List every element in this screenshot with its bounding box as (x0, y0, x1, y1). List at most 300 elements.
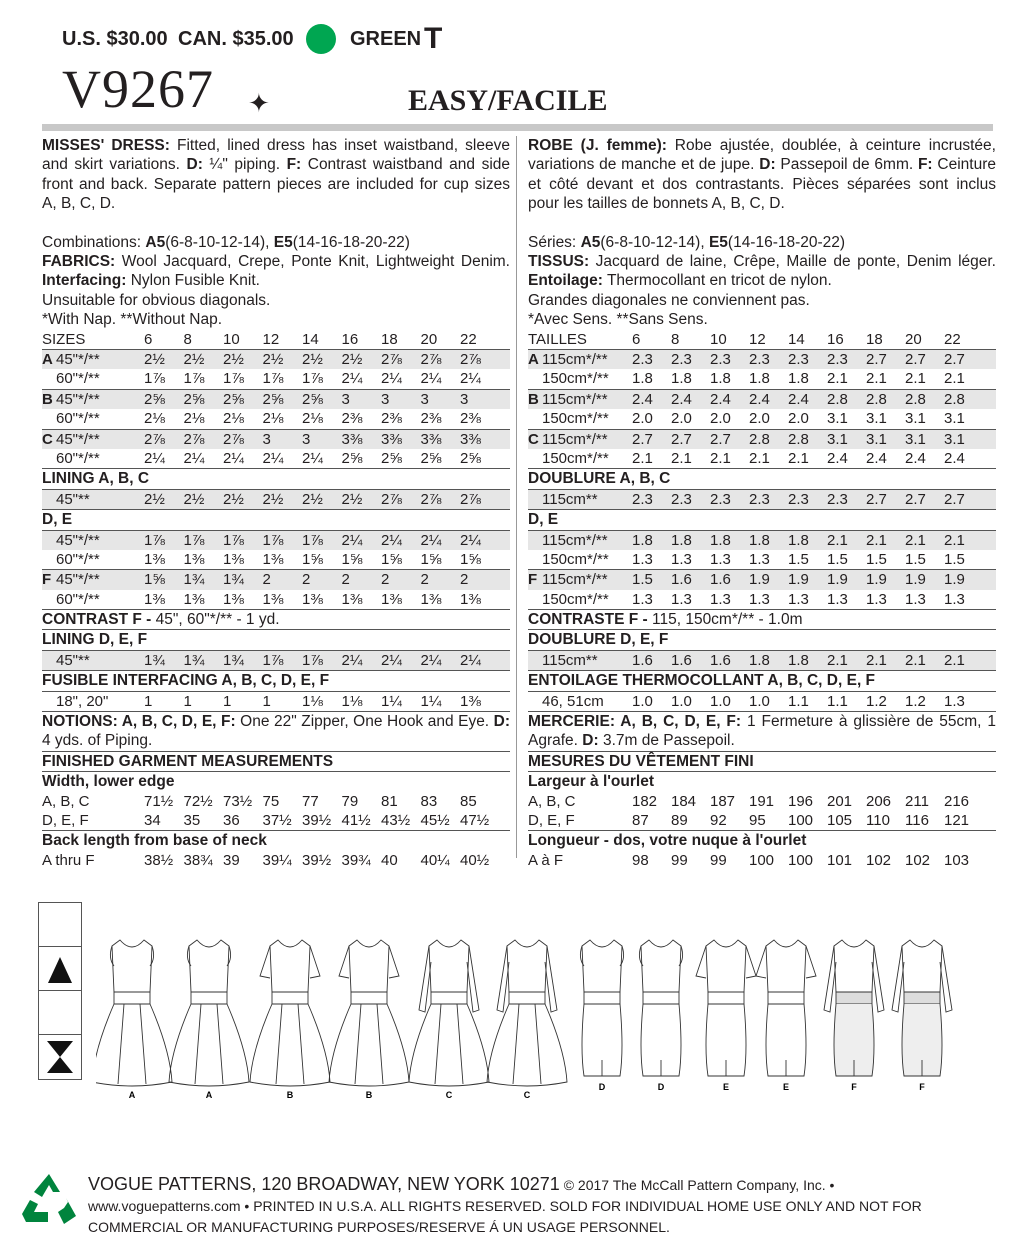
table-cell: 92 (710, 812, 727, 830)
yardage-row (528, 449, 996, 469)
size-cell: 22 (460, 330, 477, 348)
us-price: U.S. $30.00 (62, 28, 168, 50)
table-cell: 1⅞ (262, 531, 284, 549)
table-cell: 2.3 (827, 490, 848, 508)
row-label: 115cm*/** (542, 531, 608, 549)
table-cell: 1.5 (944, 550, 965, 568)
table-cell: 1.2 (866, 692, 887, 710)
lining-def-row (42, 651, 510, 671)
table-cell: 2½ (223, 351, 244, 368)
table-cell: 2.1 (905, 531, 926, 549)
table-cell: 2¼ (420, 370, 442, 388)
table-cell: 73½ (223, 792, 253, 810)
usage-line: COMMERCIAL OR MANUFACTURING PURPOSES/RESERVE Á UN USAGE PERSONNEL. (88, 1219, 670, 1235)
sketch-stroke (643, 992, 679, 1004)
table-cell: 1.8 (710, 370, 731, 388)
table-cell: 1.8 (749, 651, 770, 669)
table-cell: 1⅝ (460, 550, 481, 568)
row-label: 60"*/** (56, 370, 100, 388)
yardage-table (42, 330, 510, 871)
yardage-row (42, 409, 510, 429)
table-cell: 1.8 (788, 651, 809, 669)
yardage-row (528, 369, 996, 389)
table-cell: 1⅝ (341, 550, 363, 568)
sketch-stroke (768, 992, 804, 1004)
table-cell: 1 (262, 692, 271, 710)
table-cell: 2.0 (632, 410, 653, 428)
table-cell: 2⅞ (460, 490, 481, 508)
table-cell: 2⅛ (183, 410, 205, 428)
table-cell: 1⅞ (223, 370, 244, 388)
table-cell: 1 (144, 692, 153, 710)
color-letter: T (424, 22, 443, 55)
sketch-stroke (582, 940, 622, 992)
table-cell: 2 (460, 571, 469, 589)
table-cell: 1⅞ (144, 531, 165, 549)
contrast-row: CONTRASTE F - 115, 150cm*/** - 1.0m (528, 610, 996, 630)
dress-sketch (580, 940, 623, 1092)
table-cell: 2.1 (788, 449, 809, 467)
size-cell: 8 (183, 330, 192, 348)
table-cell: 3.1 (905, 430, 926, 448)
table-cell: 2.1 (671, 449, 692, 467)
table-cell: 2.1 (866, 651, 887, 669)
table-cell: 102 (905, 851, 931, 869)
sketch-stroke (349, 940, 389, 992)
view-label: B (365, 1090, 373, 1100)
dress-sketch (824, 940, 884, 1092)
table-cell: 2.8 (749, 430, 770, 448)
table-cell: 3 (341, 390, 350, 408)
table-cell: 2.0 (710, 410, 731, 428)
table-cell: 2.1 (710, 449, 731, 467)
yardage-row (42, 590, 510, 610)
width-label: Width, lower edge (42, 773, 175, 791)
lining-abc-row (528, 490, 996, 510)
table-cell: 1.9 (866, 571, 887, 589)
table-cell: 1⅜ (223, 550, 244, 568)
table-cell: 2.4 (710, 390, 731, 408)
table-cell: 38¾ (183, 851, 213, 869)
table-cell: 34 (144, 812, 161, 830)
table-cell: 1.6 (710, 571, 731, 589)
row-label: C 115cm*/** (528, 430, 608, 448)
row-label: 60"*/** (56, 550, 100, 568)
table-cell: 2⅞ (381, 490, 402, 508)
fusible-label: ENTOILAGE THERMOCOLLANT A, B, C, D, E, F (528, 671, 996, 691)
table-cell: 2.1 (827, 651, 848, 669)
table-cell: 1⅞ (183, 531, 205, 549)
measurement-label: A, B, C (42, 792, 90, 810)
table-cell: 121 (944, 812, 970, 830)
table-cell: 43½ (381, 812, 411, 830)
lining-def-label: DOUBLURE D, E, F (528, 630, 996, 650)
sketch-stroke (836, 992, 872, 1004)
table-cell: 2.0 (749, 410, 770, 428)
measurement-row (528, 792, 996, 811)
table-cell: 2¼ (341, 370, 363, 388)
table-cell: 2.1 (944, 370, 965, 388)
table-cell: 2⅝ (223, 390, 244, 408)
table-cell: 1⅞ (262, 651, 284, 669)
table-cell: 2.3 (632, 351, 653, 368)
table-cell: 1.6 (671, 571, 692, 589)
lining-def-label: LINING D, E, F (42, 630, 510, 650)
measurement-row (42, 851, 510, 870)
table-cell: 2½ (302, 351, 323, 368)
table-cell: 99 (671, 851, 688, 869)
lining-def-row (528, 651, 996, 671)
row-label: F 45"*/** (42, 571, 100, 589)
sketch-stroke (339, 946, 349, 978)
pattern-number: V9267 (62, 59, 214, 119)
table-cell: 1¾ (183, 651, 205, 669)
table-cell: 1.3 (632, 590, 653, 608)
row-label: 60"*/** (56, 410, 100, 428)
table-cell: 105 (827, 812, 853, 830)
sketch-stroke (902, 940, 942, 992)
table-cell: 2⅝ (460, 449, 481, 467)
table-cell: 2¼ (341, 531, 363, 549)
table-cell: 75 (262, 792, 280, 810)
size-cell: 14 (788, 330, 805, 348)
header-rule (42, 124, 993, 131)
table-cell: 2.7 (866, 490, 887, 508)
measurement-row (528, 851, 996, 870)
table-cell: 2.1 (944, 651, 965, 669)
table-cell: 1⅜ (262, 550, 284, 568)
sketch-stroke (118, 1004, 146, 1084)
yardage-row (42, 449, 510, 469)
view-label: F (919, 1082, 925, 1092)
table-cell: 1⅝ (302, 550, 323, 568)
hourglass-icon (39, 1035, 81, 1078)
table-cell: 2.4 (788, 390, 809, 408)
measurement-label: A à F (528, 851, 564, 869)
dress-sketch (409, 940, 489, 1100)
table-cell: 3 (381, 390, 390, 408)
table-cell: 1.1 (788, 692, 809, 710)
table-cell: 2.4 (827, 449, 848, 467)
english-description: MISSES' DRESS: Fitted, lined dress has inset waistband, sleeve and skirt variations. D: ¼" piping. F: Contrast waistband and side front and back. Separate pattern pieces are included for cup sizes A, B, C, D. (42, 137, 511, 213)
table-cell: 1.9 (944, 571, 965, 589)
table-cell: 2.7 (710, 430, 731, 448)
table-cell: 2½ (144, 351, 165, 368)
table-cell: 100 (788, 812, 814, 830)
table-cell: 1.8 (632, 531, 653, 549)
size-cell: 18 (866, 330, 883, 348)
row-label: 45"** (56, 651, 90, 669)
table-cell: 1⅜ (460, 590, 481, 608)
sketch-stroke (904, 992, 940, 1004)
table-cell: 1.8 (788, 370, 809, 388)
table-cell: 1.8 (710, 531, 731, 549)
sketch-stroke (270, 940, 310, 992)
table-cell: 1⅜ (183, 590, 205, 608)
table-cell: 2.1 (827, 531, 848, 549)
rights-line: www.voguepatterns.com • PRINTED IN U.S.A. ALL RIGHTS RESERVED. SOLD FOR INDIVIDUAL HOME USE ONLY AND NOT FOR (88, 1198, 922, 1214)
table-cell: 1⅜ (381, 590, 402, 608)
table-cell: 2⅜ (460, 410, 481, 428)
table-cell: 2¼ (381, 531, 402, 549)
table-cell: 2¼ (144, 449, 165, 467)
triangle-icon (39, 947, 81, 991)
table-cell: 201 (827, 792, 853, 810)
table-cell: 1.8 (671, 370, 692, 388)
table-cell: 2⅞ (381, 351, 402, 368)
table-cell: 2.3 (671, 490, 692, 508)
table-cell: 1.8 (749, 531, 770, 549)
table-cell: 37½ (262, 812, 292, 830)
contrast-row: CONTRAST F - 45", 60"*/** - 1 yd. (42, 610, 510, 630)
measurement-row (42, 792, 510, 811)
de-label: D, E (528, 510, 996, 530)
table-cell: 3⅜ (381, 430, 402, 448)
row-label: 115cm** (542, 490, 598, 508)
sketch-stroke (756, 946, 766, 978)
table-cell: 2.3 (749, 351, 770, 368)
table-cell: 1¾ (144, 651, 165, 669)
table-cell: 2⅜ (420, 410, 442, 428)
table-cell: 100 (749, 851, 775, 869)
sketch-stroke (746, 946, 756, 978)
table-cell: 2⅞ (420, 490, 442, 508)
table-cell: 2⅝ (420, 449, 442, 467)
row-label: A 115cm*/** (528, 351, 608, 368)
view-label: B (286, 1090, 294, 1100)
sketch-stroke (189, 940, 229, 992)
table-cell: 206 (866, 792, 892, 810)
table-cell: 3 (302, 430, 311, 448)
table-cell: 1.0 (632, 692, 653, 710)
table-cell: 1.0 (710, 692, 731, 710)
table-cell: 116 (905, 812, 929, 830)
table-cell: 1.3 (944, 692, 965, 710)
table-cell: 3.1 (866, 430, 887, 448)
view-label: E (782, 1082, 790, 1092)
measurement-row (528, 811, 996, 831)
table-cell: 1¾ (183, 571, 205, 589)
tissus: TISSUS: Jacquard de laine, Crêpe, Maille de ponte, Denim léger. Entoilage: Thermocollant en tricot de nylon. (528, 253, 996, 290)
table-cell: 1⅞ (223, 531, 244, 549)
table-cell: 2.1 (866, 370, 887, 388)
row-label: 18", 20" (56, 692, 109, 710)
view-label: E (722, 1082, 730, 1092)
table-cell: 1.3 (749, 550, 770, 568)
sketch-stroke (389, 946, 399, 978)
yardage-row (42, 369, 510, 389)
table-cell: 2.7 (944, 351, 965, 368)
table-cell: 2.1 (632, 449, 653, 467)
yardage-row (42, 350, 510, 369)
color-word: GREEN (350, 28, 422, 50)
size-cell: 18 (381, 330, 398, 348)
table-cell: 2.3 (710, 351, 731, 368)
table-cell: 1.0 (671, 692, 692, 710)
publisher-address: VOGUE PATTERNS, 120 BROADWAY, NEW YORK 10271 (88, 1174, 560, 1194)
table-cell: 3 (262, 430, 271, 448)
table-cell: 2.7 (866, 351, 887, 368)
view-label: A (128, 1090, 136, 1100)
table-cell: 2.7 (671, 430, 692, 448)
sketch-stroke (513, 1004, 541, 1084)
table-cell: 1⅜ (460, 692, 481, 710)
table-cell: 1.5 (866, 550, 887, 568)
sketch-stroke (169, 1004, 249, 1086)
table-cell: 1⅜ (302, 590, 323, 608)
table-cell: 3.1 (827, 410, 848, 428)
table-cell: 2¼ (262, 449, 284, 467)
row-label: 60"*/** (56, 590, 100, 608)
table-cell: 2.7 (905, 490, 926, 508)
table-cell: 1⅜ (420, 590, 442, 608)
table-cell: 1.3 (905, 590, 926, 608)
table-cell: 1.8 (788, 531, 809, 549)
yardage-row (42, 390, 510, 409)
table-cell: 1.3 (710, 550, 731, 568)
table-cell: 103 (944, 851, 970, 869)
table-cell: 35 (183, 812, 201, 830)
table-cell: 3 (460, 390, 469, 408)
row-label: F 115cm*/** (528, 571, 608, 589)
recycle-icon (20, 1172, 78, 1226)
table-cell: 2.1 (905, 651, 926, 669)
yardage-row (42, 531, 510, 550)
table-cell: 1.0 (749, 692, 770, 710)
table-cell: 2⅛ (302, 410, 323, 428)
table-cell: 2.4 (905, 449, 926, 467)
table-cell: 2.8 (827, 390, 848, 408)
table-cell: 211 (905, 792, 929, 810)
table-cell: 40¼ (420, 851, 450, 869)
table-cell: 1⅜ (223, 590, 244, 608)
lining-abc-label: DOUBLURE A, B, C (528, 469, 996, 489)
sketch-stroke (641, 940, 681, 992)
table-cell: 39¾ (341, 851, 371, 869)
sketch-stroke (834, 940, 874, 992)
view-label: D (657, 1082, 665, 1092)
sketch-stroke (96, 1004, 172, 1086)
size-cell: 12 (749, 330, 766, 348)
table-cell: 1.3 (632, 550, 653, 568)
table-cell: 3⅜ (341, 430, 363, 448)
table-cell: 1⅝ (381, 550, 402, 568)
dress-sketch (696, 940, 756, 1092)
table-cell: 2.3 (788, 351, 809, 368)
size-cell: 14 (302, 330, 319, 348)
sketch-stroke (114, 992, 150, 1004)
sketch-stroke (429, 940, 469, 992)
symbol-key (38, 902, 82, 1080)
copyright: © 2017 The McCall Pattern Company, Inc. • (559, 1177, 835, 1193)
table-cell: 87 (632, 812, 649, 830)
table-cell: 2¼ (420, 531, 442, 549)
yardage-row (42, 570, 510, 589)
can-price: CAN. $35.00 (178, 28, 294, 50)
width-label: Largeur à l'ourlet (528, 773, 654, 791)
back-length-label: Longueur - dos, votre nuque à l'ourlet (528, 832, 807, 850)
table-cell: 1.3 (944, 590, 965, 608)
table-cell: 2¼ (183, 449, 205, 467)
table-cell: 39½ (302, 812, 332, 830)
table-cell: 72½ (183, 792, 213, 810)
unsuitable-note: Unsuitable for obvious diagonals. (42, 291, 271, 309)
table-cell: 2.7 (905, 351, 926, 368)
dress-sketch (329, 940, 409, 1100)
table-cell: 1.8 (671, 531, 692, 549)
table-cell: 2.4 (866, 449, 887, 467)
view-label: A (205, 1090, 213, 1100)
table-cell: 1.3 (749, 590, 770, 608)
table-cell: 2½ (341, 490, 363, 508)
nap-note-fr: *Avec Sens. **Sans Sens. (528, 311, 708, 329)
table-cell: 2⅜ (341, 410, 363, 428)
table-cell: 2 (420, 571, 429, 589)
yardage-row (528, 390, 996, 409)
table-cell: 1⅜ (262, 590, 284, 608)
table-cell: 2.4 (632, 390, 653, 408)
lining-abc-label: LINING A, B, C (42, 469, 510, 489)
table-cell: 81 (381, 792, 398, 810)
table-cell: 39½ (302, 851, 332, 869)
table-cell: 1.2 (905, 692, 926, 710)
table-cell: 101 (827, 851, 853, 869)
table-cell: 102 (866, 851, 892, 869)
blank-symbol (39, 903, 81, 947)
sketch-stroke (708, 992, 744, 1004)
dress-sketch (169, 940, 249, 1100)
table-cell: 2⅞ (460, 351, 481, 368)
table-cell: 2 (302, 571, 311, 589)
table-cell: 2.0 (671, 410, 692, 428)
table-cell: 100 (788, 851, 814, 869)
sketch-stroke (806, 946, 816, 978)
sketch-stroke (276, 1004, 304, 1084)
table-cell: 1 (183, 692, 192, 710)
column-divider (516, 136, 517, 858)
fusible-row (42, 692, 510, 712)
table-cell: 40 (381, 851, 398, 869)
table-cell: 98 (632, 851, 649, 869)
dress-sketch (639, 940, 682, 1092)
table-cell: 1 (223, 692, 232, 710)
table-cell: 95 (749, 812, 766, 830)
sizes-header-row (528, 330, 996, 350)
row-label: 115cm** (542, 651, 598, 669)
table-cell: 3.1 (905, 410, 926, 428)
table-cell: 1.3 (866, 590, 887, 608)
table-cell: 2.7 (944, 490, 965, 508)
de-label: D, E (42, 510, 510, 530)
table-cell: 2.1 (866, 531, 887, 549)
table-cell: 2.1 (827, 370, 848, 388)
sketch-stroke (431, 992, 467, 1004)
table-cell: 2½ (183, 351, 205, 368)
row-label: 150cm*/** (542, 370, 609, 388)
table-cell: 47½ (460, 812, 490, 830)
measurement-label: D, E, F (528, 812, 575, 830)
sketch-stroke (195, 1004, 223, 1084)
table-cell: 1⅛ (341, 692, 363, 710)
fusible-row (528, 692, 996, 712)
table-cell: 1.5 (632, 571, 653, 589)
size-cell: 20 (420, 330, 438, 348)
row-label: 60"*/** (56, 449, 100, 467)
lining-abc-row (42, 490, 510, 510)
size-cell: 22 (944, 330, 961, 348)
table-cell: 1.3 (671, 590, 692, 608)
table-cell: 2.3 (710, 490, 731, 508)
